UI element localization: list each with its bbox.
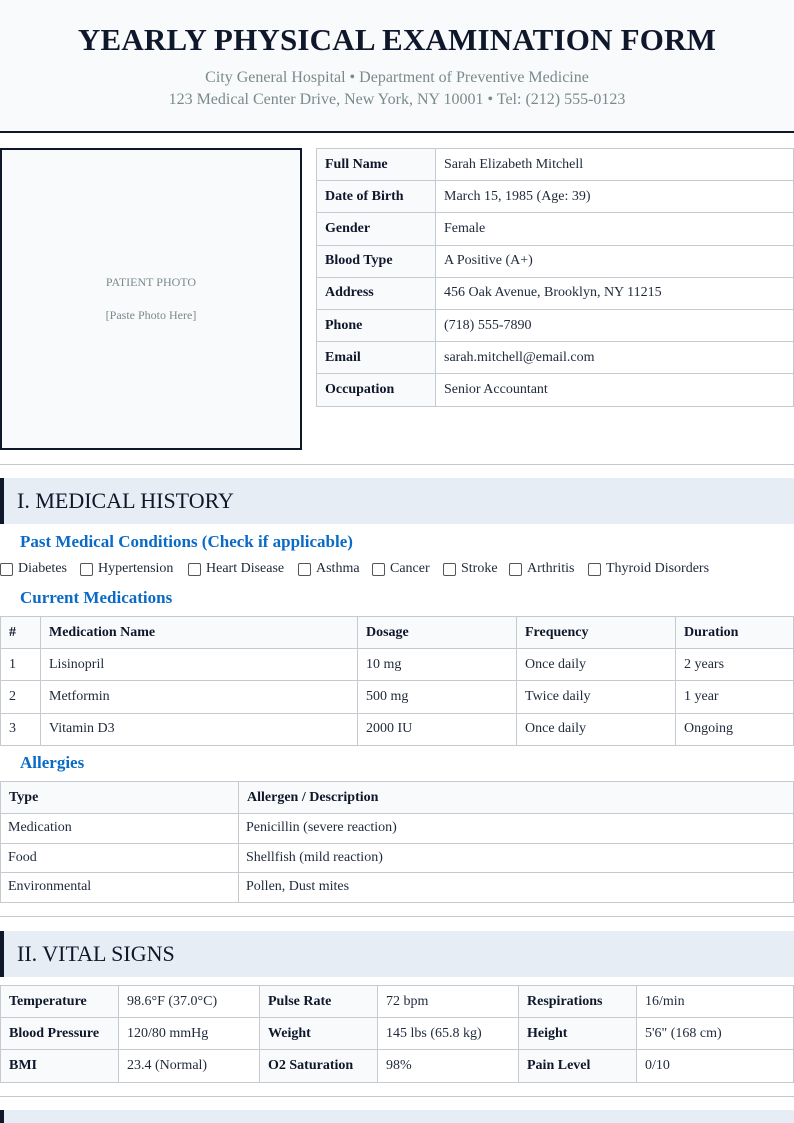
table-row — [1, 873, 794, 903]
cell-allergy-type[interactable]: Environmental — [1, 873, 239, 903]
col-header-duration: Duration — [676, 617, 794, 649]
cell-duration[interactable]: Ongoing — [676, 713, 794, 745]
checkbox[interactable] — [80, 563, 93, 576]
past-conditions-heading: Past Medical Conditions (Check if applicable) — [20, 532, 353, 551]
condition-label: Thyroid Disorders — [606, 561, 710, 576]
condition-label: Diabetes — [18, 561, 67, 576]
cell-number: 2 — [1, 681, 41, 713]
info-label: Blood Type — [317, 245, 436, 277]
section-title: I. MEDICAL HISTORY — [17, 488, 234, 513]
table-row — [1, 1018, 794, 1050]
checkbox[interactable] — [443, 563, 456, 576]
vital-value-respirations[interactable]: 16/min — [637, 986, 794, 1018]
vital-value-pulse-rate[interactable]: 72 bpm — [378, 986, 519, 1018]
info-value-full-name[interactable]: Sarah Elizabeth Mitchell — [436, 149, 794, 181]
condition-cancer[interactable] — [372, 561, 430, 577]
patient-photo-placeholder[interactable] — [0, 148, 302, 450]
section-next-header — [0, 1110, 794, 1123]
info-row-address — [317, 277, 794, 309]
checkbox[interactable] — [0, 563, 13, 576]
vital-value-blood-pressure[interactable]: 120/80 mmHg — [119, 1018, 260, 1050]
info-label: Phone — [317, 309, 436, 341]
vital-label: Weight — [260, 1018, 378, 1050]
vital-value-bmi[interactable]: 23.4 (Normal) — [119, 1050, 260, 1082]
info-row-dob — [317, 181, 794, 213]
cell-dosage[interactable]: 500 mg — [358, 681, 517, 713]
vital-value-height[interactable]: 5'6" (168 cm) — [637, 1018, 794, 1050]
table-row — [1, 649, 794, 681]
medications-table — [0, 616, 794, 746]
vital-label: BMI — [1, 1050, 119, 1082]
info-row-email — [317, 342, 794, 374]
section-divider — [0, 464, 794, 465]
info-value-address[interactable]: 456 Oak Avenue, Brooklyn, NY 11215 — [436, 277, 794, 309]
vital-label: O2 Saturation — [260, 1050, 378, 1082]
cell-frequency[interactable]: Twice daily — [517, 681, 676, 713]
photo-paste-hint: [Paste Photo Here] — [105, 308, 197, 322]
cell-allergen[interactable]: Penicillin (severe reaction) — [239, 814, 794, 844]
form-title: YEARLY PHYSICAL EXAMINATION FORM — [77, 22, 717, 57]
col-header-type: Type — [1, 782, 239, 814]
info-value-phone[interactable]: (718) 555-7890 — [436, 309, 794, 341]
info-row-phone — [317, 309, 794, 341]
info-label: Occupation — [317, 374, 436, 406]
table-row — [1, 681, 794, 713]
table-header-row — [1, 617, 794, 649]
checkbox[interactable] — [188, 563, 201, 576]
vital-label: Respirations — [519, 986, 637, 1018]
condition-stroke[interactable] — [443, 561, 498, 577]
checkbox[interactable] — [509, 563, 522, 576]
col-header-allergen: Allergen / Description — [239, 782, 794, 814]
condition-arthritis[interactable] — [509, 561, 574, 577]
info-label: Date of Birth — [317, 181, 436, 213]
cell-number: 1 — [1, 649, 41, 681]
cell-allergen[interactable]: Pollen, Dust mites — [239, 873, 794, 903]
checkbox[interactable] — [372, 563, 385, 576]
section-divider — [0, 1096, 794, 1097]
vital-label: Height — [519, 1018, 637, 1050]
cell-frequency[interactable]: Once daily — [517, 649, 676, 681]
condition-label: Asthma — [316, 561, 360, 576]
col-header-number: # — [1, 617, 41, 649]
condition-diabetes[interactable] — [0, 561, 67, 577]
vital-signs-table — [0, 985, 794, 1083]
vital-label: Pulse Rate — [260, 986, 378, 1018]
checkbox[interactable] — [298, 563, 311, 576]
section-title: II. VITAL SIGNS — [17, 941, 175, 966]
condition-label: Cancer — [390, 561, 430, 576]
condition-hypertension[interactable] — [80, 561, 173, 577]
cell-allergen[interactable]: Shellfish (mild reaction) — [239, 843, 794, 873]
table-row — [1, 1050, 794, 1082]
vital-label: Pain Level — [519, 1050, 637, 1082]
current-medications-heading: Current Medications — [20, 588, 173, 607]
info-label: Gender — [317, 213, 436, 245]
condition-label: Hypertension — [98, 561, 174, 576]
cell-allergy-type[interactable]: Food — [1, 843, 239, 873]
vital-value-temperature[interactable]: 98.6°F (37.0°C) — [119, 986, 260, 1018]
info-label: Email — [317, 342, 436, 374]
table-header-row — [1, 782, 794, 814]
condition-asthma[interactable] — [298, 561, 360, 577]
info-value-dob[interactable]: March 15, 1985 (Age: 39) — [436, 181, 794, 213]
info-label: Full Name — [317, 149, 436, 181]
table-row — [1, 986, 794, 1018]
photo-label: PATIENT PHOTO — [105, 275, 197, 289]
vital-label: Blood Pressure — [1, 1018, 119, 1050]
patient-info-table — [316, 148, 794, 407]
allergies-heading: Allergies — [20, 753, 85, 772]
condition-thyroid-disorders[interactable] — [588, 561, 709, 577]
cell-dosage[interactable]: 2000 IU — [358, 713, 517, 745]
info-row-blood-type — [317, 245, 794, 277]
cell-duration[interactable]: 1 year — [676, 681, 794, 713]
table-row — [1, 814, 794, 844]
col-header-frequency: Frequency — [517, 617, 676, 649]
cell-dosage[interactable]: 10 mg — [358, 649, 517, 681]
section-vital-signs-header — [0, 931, 794, 977]
cell-medication-name[interactable]: Metformin — [41, 681, 358, 713]
checkbox[interactable] — [588, 563, 601, 576]
col-header-medication-name: Medication Name — [41, 617, 358, 649]
info-row-gender — [317, 213, 794, 245]
cell-frequency[interactable]: Once daily — [517, 713, 676, 745]
cell-duration[interactable]: 2 years — [676, 649, 794, 681]
table-row — [1, 843, 794, 873]
info-label: Address — [317, 277, 436, 309]
info-value-occupation[interactable]: Senior Accountant — [436, 374, 794, 406]
info-value-blood-type[interactable]: A Positive (A+) — [436, 245, 794, 277]
cell-number: 3 — [1, 713, 41, 745]
vital-label: Temperature — [1, 986, 119, 1018]
hospital-address: 123 Medical Center Drive, New York, NY 10001 • Tel: (212) 555-0123 — [168, 91, 626, 108]
cell-allergy-type[interactable]: Medication — [1, 814, 239, 844]
vital-value-o2-saturation[interactable]: 98% — [378, 1050, 519, 1082]
col-header-dosage: Dosage — [358, 617, 517, 649]
condition-label: Arthritis — [527, 561, 575, 576]
cell-medication-name[interactable]: Vitamin D3 — [41, 713, 358, 745]
condition-heart-disease[interactable] — [188, 561, 284, 577]
info-value-email[interactable]: sarah.mitchell@email.com — [436, 342, 794, 374]
condition-label: Heart Disease — [206, 561, 285, 576]
info-row-full-name — [317, 149, 794, 181]
vital-value-pain-level[interactable]: 0/10 — [637, 1050, 794, 1082]
info-row-occupation — [317, 374, 794, 406]
hospital-department: City General Hospital • Department of Preventive Medicine — [205, 69, 589, 86]
condition-label: Stroke — [461, 561, 498, 576]
vital-value-weight[interactable]: 145 lbs (65.8 kg) — [378, 1018, 519, 1050]
form-header — [0, 0, 794, 133]
table-row — [1, 713, 794, 745]
conditions-checklist — [0, 561, 794, 579]
section-medical-history-header — [0, 478, 794, 524]
info-value-gender[interactable]: Female — [436, 213, 794, 245]
allergies-table — [0, 781, 794, 903]
section-divider — [0, 916, 794, 917]
cell-medication-name[interactable]: Lisinopril — [41, 649, 358, 681]
